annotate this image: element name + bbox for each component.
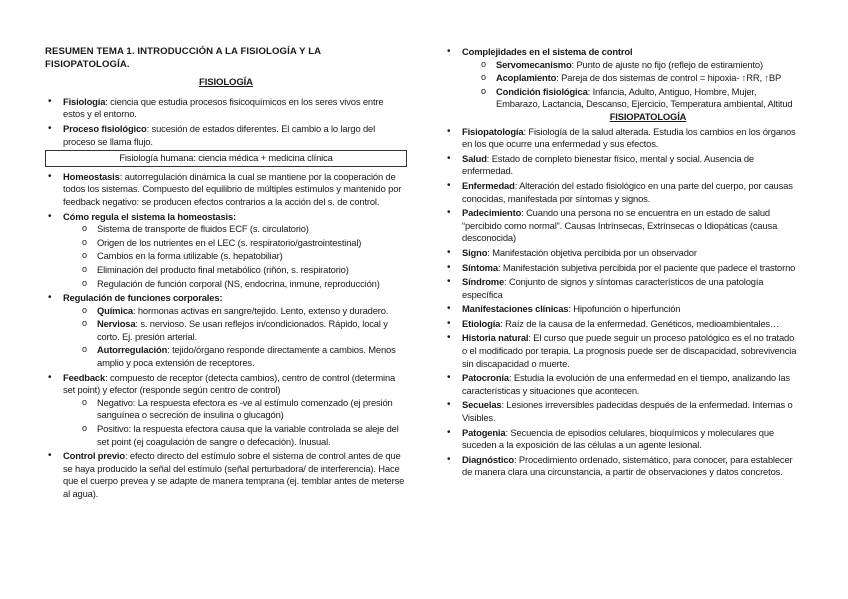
definition: : Punto de ajuste no fijo (reflejo de estiramiento) xyxy=(571,58,763,70)
term: Etiología xyxy=(462,317,501,329)
definition: : Estado de completo bienestar físico, mental y social. Ausencia de enfermedad. xyxy=(462,152,754,177)
list-item xyxy=(444,126,800,151)
definition: : s. nervioso. Se usan reflejos in/condicionados. Rápido, local y corto. Ej. presión arterial. xyxy=(97,318,388,342)
definition: : Secuencia de episodios celulares, bioquímicos y moleculares que suceden a la exposición de las células a un agente lesional. xyxy=(462,426,774,451)
sub-item-negativo: o Negativo: La respuesta efectora es -ve al estímulo comenzado (ej presión sanguínea o secreción de insulina o glucagón) xyxy=(79,397,407,422)
term: Feedback xyxy=(63,371,106,383)
definition: : Infancia, Adulto, Antiguo, Hombre, Mujer, Embarazo, Lactancia, Descanso, Ejercicio, Temperatura ambiental, Altitud xyxy=(496,85,793,110)
term: Acoplamiento xyxy=(496,72,557,84)
definition: : efecto directo del estímulo sobre el sistema de control antes de que se haya producido la señal del estímulo (señal perturbadora/ de interferencia). Hace que el cuerpo prevea y se adapte de manera temprana (ej. temblar antes de meterse al agua). xyxy=(63,450,405,499)
definition: : Cuando una persona no se encuentra en un estado de salud “percibido como normal”. Causas Intrínsecas, Extrínsecas o Idiopáticas (causa desconocida) xyxy=(462,207,778,244)
definition: : Pareja de dos sistemas de control = hipoxia- ↑RR, ↑BP xyxy=(556,72,782,84)
definition: : Raíz de la causa de la enfermedad. Genéticos, medioambientales… xyxy=(500,317,780,329)
term: Autorregulación xyxy=(97,344,168,356)
term: Regulación de funciones corporales: xyxy=(63,292,223,304)
left-column xyxy=(45,46,407,503)
list-item xyxy=(444,153,800,178)
term: Patogenia xyxy=(462,426,506,438)
fisiopatologia-list xyxy=(444,126,800,479)
fisiologia-list xyxy=(45,96,407,148)
sub-item: o Cambios en la forma utilizable (s. hepatobiliar) xyxy=(79,250,407,263)
sub-item-positivo: o Positivo: la respuesta efectora causa que la variable controlada se aleje del set point (ej coagulación de sangre o defecación). Inusual. xyxy=(79,423,407,448)
definition: : hormonas activas en sangre/tejido. Lento, extenso y duradero. xyxy=(132,304,389,316)
sub-item-autorregulacion xyxy=(79,344,407,369)
term: Patocronía xyxy=(462,372,509,384)
list-item xyxy=(444,372,800,397)
list-item xyxy=(444,247,800,260)
list-item xyxy=(444,180,800,205)
term: Síndrome xyxy=(462,276,505,288)
definition: : El curso que puede seguir un proceso patológico es el no tratado o el modificado por terapia. La prognosis puede ser de discapacidad, sobrevivencia sin discapacidad o muerte. xyxy=(462,332,797,369)
definition: : tejido/órgano responde directamente a cambios. Menos amplio y poca extensión de receptores. xyxy=(97,344,396,369)
list-item-como-regula xyxy=(45,211,407,291)
section-title-fisiologia: FISIOLOGÍA xyxy=(199,77,253,89)
definition: : Fisiología de la salud alterada. Estudia los cambios en los órganos en los que ocurre una enfermedad y sus efectos. xyxy=(462,125,796,150)
list-item-complejidades xyxy=(444,46,800,124)
term: Complejidades en el sistema de control xyxy=(462,46,633,57)
definition: : Lesiones irreversibles padecidas después de la enfermedad. Internas o Visibles. xyxy=(462,399,793,424)
sub-item-condicion xyxy=(478,86,800,124)
list-item xyxy=(444,454,800,479)
list-item xyxy=(444,262,800,275)
sub-item: o Sistema de transporte de fluidos ECF (s. circulatorio) xyxy=(79,223,407,236)
list-item xyxy=(444,207,800,245)
term: Manifestaciones clínicas xyxy=(462,303,569,315)
term: Homeostasis xyxy=(63,170,120,182)
feedback-sublist xyxy=(63,397,407,448)
definition: : Estudia la evolución de una enfermedad en el tiempo, analizando las características y situaciones que acontecen. xyxy=(462,372,790,396)
list-item xyxy=(444,332,800,370)
list-item xyxy=(444,427,800,452)
right-column xyxy=(444,46,800,481)
highlight-box: Fisiología humana: ciencia médica + medicina clínica xyxy=(45,150,407,167)
definition: : Alteración del estado fisiológico en una parte del cuerpo, por causas conocidas, manifestada por síntomas y signos. xyxy=(462,179,793,204)
term: Fisiología xyxy=(63,95,106,107)
term: Síntoma xyxy=(462,261,498,273)
complejidades-sublist xyxy=(462,59,800,124)
term: Secuelas xyxy=(462,399,502,411)
definition: : compuesto de receptor (detecta cambios), centro de control (determina set point) y efector (responde según centro de control) xyxy=(63,371,396,396)
term: Salud xyxy=(462,152,487,164)
term: Condición fisiológica xyxy=(496,85,588,97)
homeostasis-list xyxy=(45,171,407,501)
sub-item-servomecanismo xyxy=(478,59,800,72)
definition: : autorregulación dinámica la cual se mantiene por la cooperación de todos los sistemas. Compuesto del equilibrio de múltiples estímulos y mantenido por feedback negativo: se producen efectos contrarios a la acción del s. de control. xyxy=(63,170,402,207)
document-title: RESUMEN TEMA 1. INTRODUCCIÓN A LA FISIOLOGÍA Y LA FISIOPATOLOGÍA. xyxy=(45,46,321,70)
term: Proceso fisiológico xyxy=(63,122,147,134)
term: Control previo xyxy=(63,450,125,462)
list-item xyxy=(444,276,800,301)
term: Enfermedad xyxy=(462,179,515,191)
definition: : sucesión de estados diferentes. El cambio a lo largo del proceso se llama flujo. xyxy=(63,122,376,147)
term: Historia natural xyxy=(462,332,529,344)
list-item-feedback xyxy=(45,372,407,449)
section-title-fisiopatologia: FISIOPATOLOGÍA xyxy=(609,110,687,122)
list-item xyxy=(444,303,800,316)
definition: : Manifestación objetiva percibida por un observador xyxy=(487,246,697,258)
complejidades-list xyxy=(444,46,800,124)
sub-item-acoplamiento xyxy=(478,72,800,85)
term: Signo xyxy=(462,246,488,258)
sub-item-nerviosa xyxy=(79,318,407,343)
sub-item: o Eliminación del producto final metabólico (riñón, s. respiratorio) xyxy=(79,264,407,277)
regulacion-sublist xyxy=(63,305,407,370)
list-item xyxy=(444,399,800,424)
list-item xyxy=(444,318,800,331)
term: Cómo regula el sistema la homeostasis: xyxy=(63,210,237,222)
definition: : Conjunto de signos y síntomas característicos de una patología específica xyxy=(462,276,764,300)
term: Fisiopatología xyxy=(462,125,524,137)
sub-item: o Regulación de función corporal (NS, endocrina, inmune, reproducción) xyxy=(79,278,407,291)
term: Diagnóstico xyxy=(462,453,514,465)
list-item-fisiologia xyxy=(45,96,407,121)
term: Servomecanismo xyxy=(496,58,572,70)
sub-item-quimica xyxy=(79,305,407,318)
list-item-homeostasis xyxy=(45,171,407,209)
list-item-proceso xyxy=(45,123,407,148)
term: Nerviosa xyxy=(97,318,136,330)
definition: : ciencia que estudia procesos fisicoquímicos en los seres vivos entre estos y el entorno. xyxy=(63,95,384,120)
sub-item: o Origen de los nutrientes en el LEC (s. respiratorio/gastrointestinal) xyxy=(79,237,407,250)
list-item-control-previo xyxy=(45,450,407,500)
definition: : Procedimiento ordenado, sistemático, para conocer, para establecer de manera clara una circunstancia, a partir de observaciones y datos concretos. xyxy=(462,453,793,478)
list-item-regulacion xyxy=(45,292,407,370)
definition: : Hipofunción o hiperfunción xyxy=(568,303,681,315)
term: Química xyxy=(97,304,133,316)
como-regula-sublist xyxy=(63,223,407,290)
definition: : Manifestación subjetiva percibida por el paciente que padece el trastorno xyxy=(497,261,796,273)
term: Padecimiento xyxy=(462,207,522,219)
